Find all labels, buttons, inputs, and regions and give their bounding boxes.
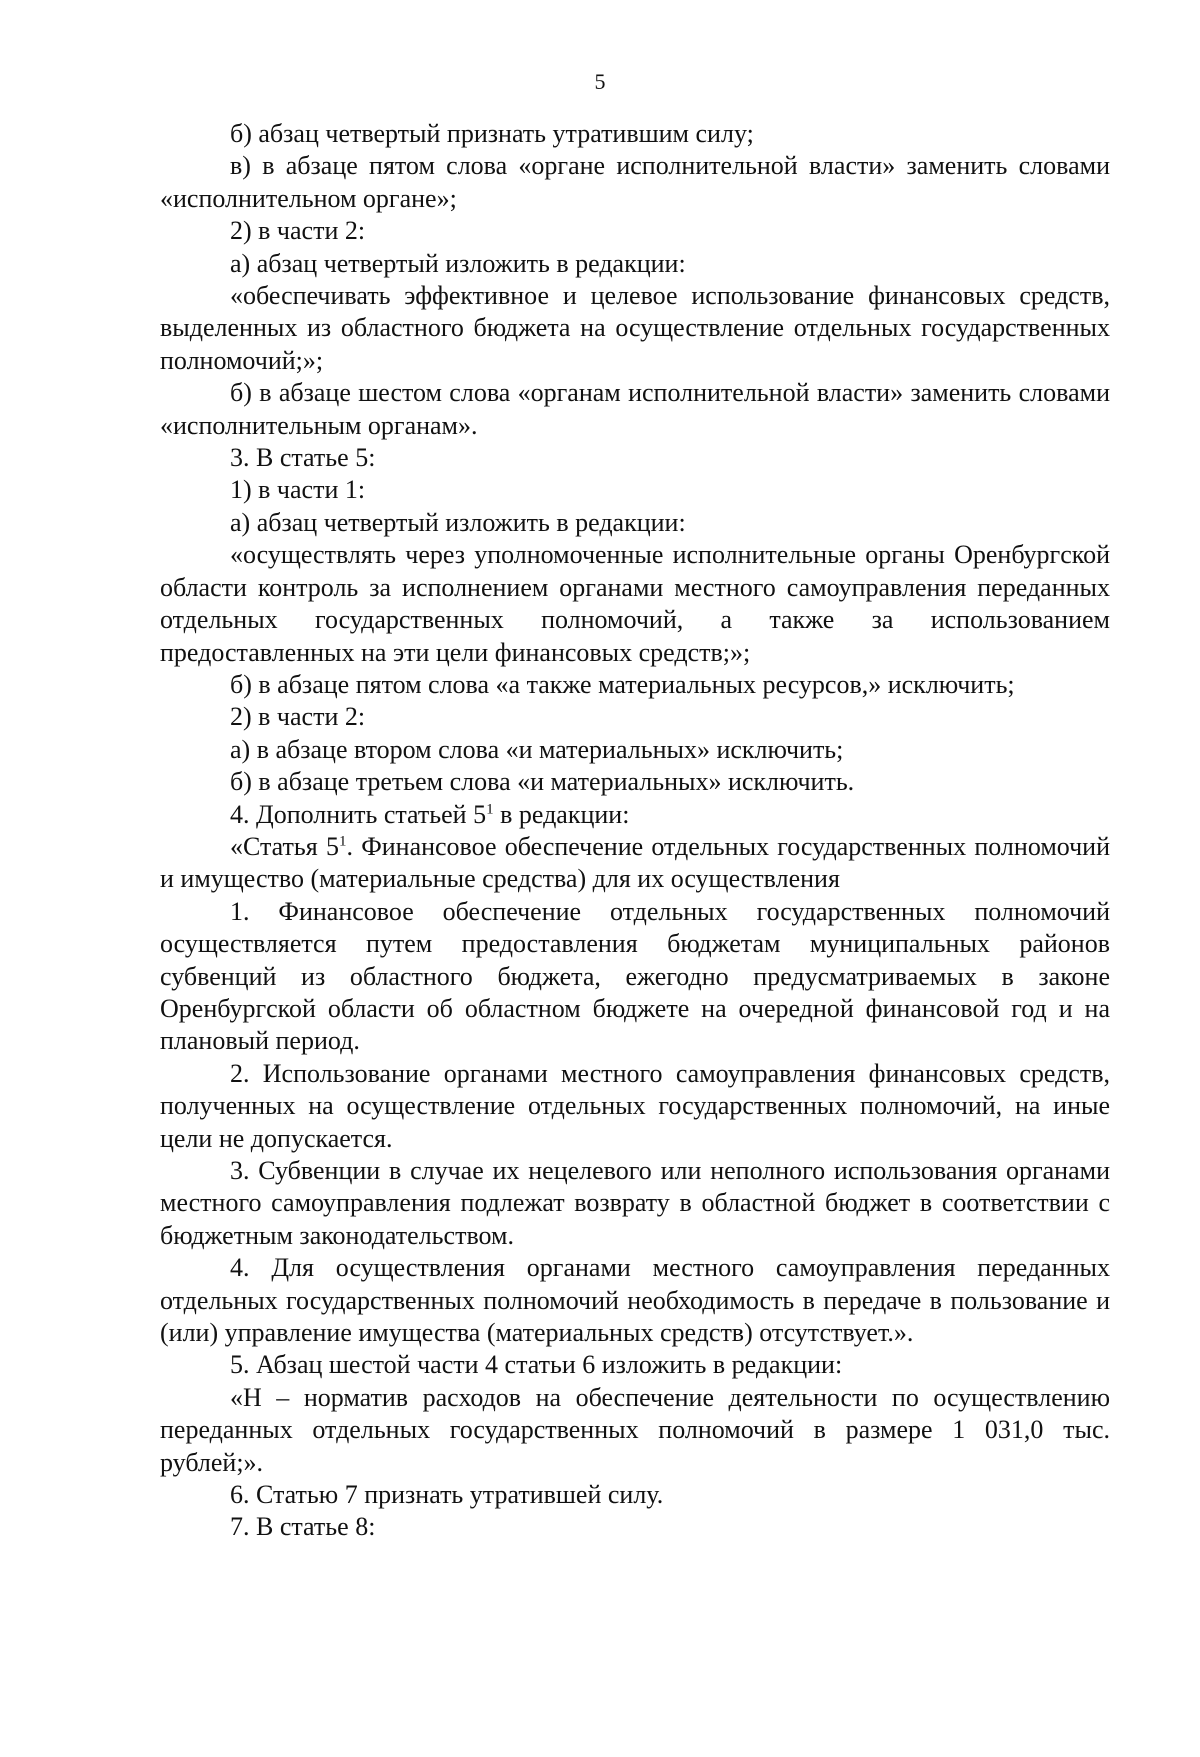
superscript: 1 [338, 833, 347, 850]
paragraph: 2) в части 2: [230, 702, 366, 732]
paragraph: 1) в части 1: [230, 475, 366, 505]
page-number: 5 [594, 69, 606, 94]
paragraph: б) абзац четвертый признать утратившим силу; [230, 119, 754, 148]
paragraph: «осуществлять через уполномоченные исполнительные органы Оренбургской области контроль за исполнением органами местного самоуправления переданных отдельных государственных полномочий, а также за использованием предоставленных на эти цели финансовых средств;»; [160, 540, 1110, 667]
paragraph: 7. В статье 8: [230, 1512, 376, 1542]
paragraph: б) в абзаце третьем слова «и материальных» исключить. [230, 767, 855, 797]
paragraph: «обеспечивать эффективное и целевое использование финансовых средств, выделенных из областного бюджета на осуществление отдельных государственных полномочий;»; [160, 281, 1110, 375]
paragraph-text: 4. Дополнить статьей 5 [230, 799, 487, 829]
paragraph: 3. Субвенции в случае их нецелевого или неполного использования органами местного самоуправления подлежат возврату в областной бюджет в соответствии с бюджетным законодательством. [160, 1156, 1110, 1250]
paragraph: 6. Статью 7 признать утратившей силу. [230, 1480, 664, 1510]
paragraph: 4. Для осуществления органами местного самоуправления переданных отдельных государственных полномочий необходимость в передаче в пользование и (или) управление имущества (материальных средств) отсутствует.». [160, 1253, 1110, 1348]
paragraph: «Н – норматив расходов на обеспечение деятельности по осуществлению переданных отдельных государственных полномочий в размере 1 031,0 тыс. рублей;». [160, 1382, 1110, 1477]
paragraph: 1. Финансовое обеспечение отдельных государственных полномочий осуществляется путем предоставления бюджетам муниципальных районов субвенций из областного бюджета, ежегодно предусматриваемых в законе Оренбургской области об областном бюджете на очередной финансовой год и на плановый период. [160, 896, 1110, 1056]
paragraph: 5. Абзац шестой части 4 статьи 6 изложить в редакции: [230, 1350, 843, 1380]
superscript: 1 [486, 800, 494, 817]
article-heading [160, 831, 1110, 896]
paragraph-text: в редакции: [493, 799, 630, 829]
paragraph: 2. Использование органами местного самоуправления финансовых средств, полученных на осуществление отдельных государственных полномочий, на иные цели не допускается. [160, 1058, 1110, 1153]
paragraph: а) абзац четвертый изложить в редакции: [230, 507, 686, 537]
paragraph [160, 799, 1110, 831]
paragraph-text: . Финансовое обеспечение отдельных государственных полномочий и имущество (материальные средства) для их осуществления [160, 831, 1111, 894]
paragraph: а) абзац четвертый изложить в редакции: [230, 248, 686, 278]
paragraph: б) в абзаце пятом слова «а также материальных ресурсов,» исключить; [230, 669, 1015, 699]
paragraph: 2) в части 2: [230, 216, 366, 246]
document-body [160, 118, 1110, 1544]
paragraph: б) в абзаце шестом слова «органам исполнительной власти» заменить словами «исполнительным органам». [160, 378, 1110, 440]
paragraph: в) в абзаце пятом слова «органе исполнительной власти» заменить словами «исполнительном органе»; [160, 151, 1110, 213]
paragraph: а) в абзаце втором слова «и материальных» исключить; [230, 734, 844, 764]
paragraph-text: «Статья 5 [230, 831, 339, 861]
paragraph: 3. В статье 5: [230, 443, 376, 473]
